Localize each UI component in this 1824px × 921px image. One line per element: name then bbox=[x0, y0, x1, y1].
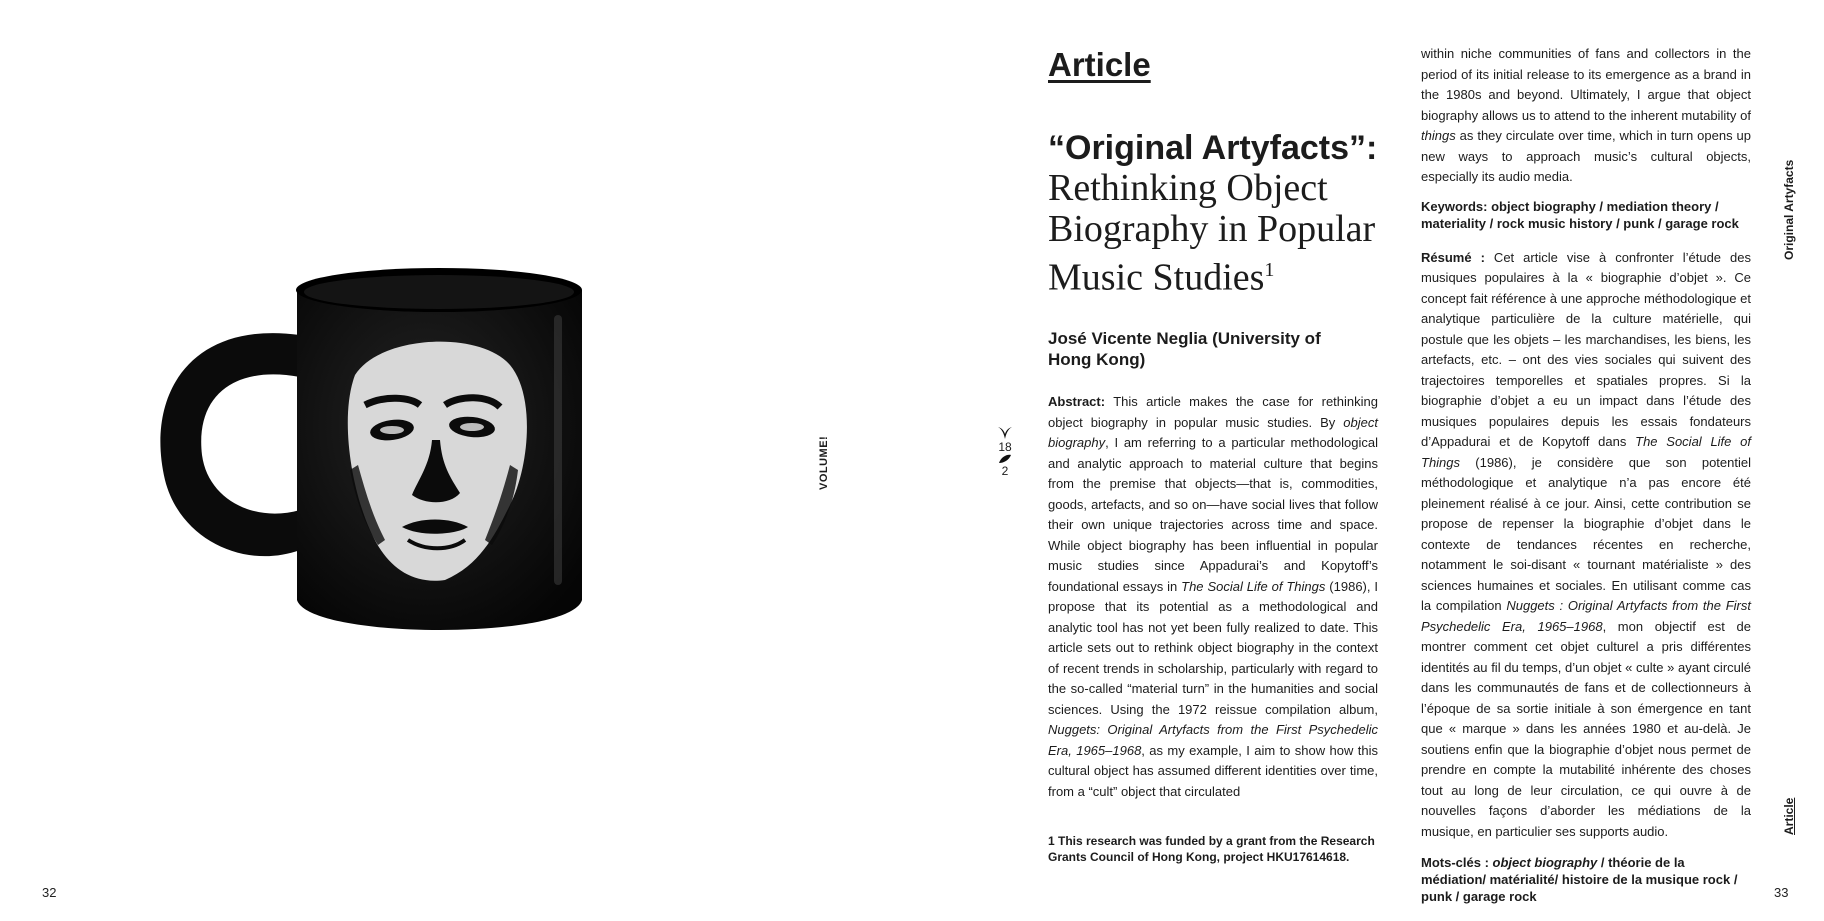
abstract-text: , I am referring to a particular methodological and analytic approach to material culture that begins from the premise that objects—that is, commodities, goods, artefacts, and so on—have social lives that follow their own unique trajectories across time and space. While object biography has been influential in popular music studies since Appadurai’s and Kopytoff’s foundational essays in bbox=[1048, 435, 1378, 594]
mots-cles bbox=[1421, 854, 1751, 905]
keywords: Keywords: object biography / mediation theory / materiality / rock music history / punk / garage rock bbox=[1421, 198, 1739, 231]
mots-cles-italic: object biography bbox=[1488, 855, 1598, 870]
page-number-left: 32 bbox=[42, 885, 57, 900]
resume-label: Résumé : bbox=[1421, 249, 1485, 265]
title-serif-part bbox=[1048, 168, 1388, 299]
abstract-italic: Nuggets: Original Artyfacts from the First Psychedelic Era, 1965–1968 bbox=[1048, 722, 1378, 758]
abstract-text: as they circulate over time, which in turn opens up new ways to approach music’s cultural objects, especially its audio media. bbox=[1421, 128, 1751, 184]
section-label: Article bbox=[1048, 46, 1151, 83]
footnote: 1 This research was funded by a grant from the Research Grants Council of Hong Kong, project HKU17614618. bbox=[1048, 834, 1375, 864]
resume-text: , mon objectif est de montrer comment cet objet culturel a pris différentes identités au fil du temps, d’un objet « culte » ayant circulé dans les communautés de fans et de collectionneurs à l’époque de sa sortie initiale à son émergence en tant que « marque » dans les années 1980 et au-delà. Je soutiens enfin que la biographie d’objet nous permet de prendre en compte la mutabilité inhérente des choses tout au long de leur circulation, ce qui ouvre à de nouvelles façons d’aborder les médiations de la musique, en particulier ses supports audio. bbox=[1421, 618, 1751, 839]
abstract-continued bbox=[1421, 44, 1751, 188]
resume-text: (1986), je considère que son potentiel méthodologique et analytique n’a pas encore été pleinement réalisé à ce jour. Ainsi, cette contribution se propose de repenser la biographie d’objet dans le contexte de tendances récentes en recherche, notamment le soi-disant « tournant matérialiste » des sciences humaines et sociales. En utilisant comme cas la compilation bbox=[1421, 454, 1751, 613]
volume-number: 18 bbox=[998, 440, 1012, 454]
abstract-text: within niche communities of fans and collectors in the period of its initial release to its emergence as a brand in the 1980s and beyond. Ultimately, I argue that object biography allows us to attend to the inherent mutability of bbox=[1421, 46, 1751, 123]
volume-mark bbox=[990, 426, 1020, 478]
abstract-text: This article makes the case for rethinking object biography in popular music studies. By bbox=[1048, 394, 1378, 430]
running-head-top bbox=[1782, 150, 1802, 260]
resume-paragraph bbox=[1421, 248, 1751, 843]
article-title bbox=[1048, 128, 1388, 299]
title-rest: Rethinking Object Biography in Popular Music Studies bbox=[1048, 167, 1376, 299]
abstract-italic: things bbox=[1421, 128, 1456, 143]
spine-label-text: VOLUME! bbox=[818, 435, 830, 490]
title-footnote-mark: 1 bbox=[1264, 259, 1275, 281]
abstract-italic: The Social Life of Things bbox=[1181, 578, 1326, 594]
abstract-italic: object biography bbox=[1048, 414, 1378, 450]
running-head-bottom-text: Article bbox=[1782, 797, 1796, 835]
issue-number: 2 bbox=[1001, 464, 1009, 478]
resume-italic: Nuggets : Original Artyfacts from the First Psychedelic Era, 1965–1968 bbox=[1421, 598, 1751, 634]
abstract-text: (1986), I propose that its potential as a methodological and analytic tool has not yet been fully realized to date. This article sets out to rethink object biography in the context of recent trends in scholarship, particularly with regard to the so-called “material turn” in the humanities and social sciences. Using the 1972 reissue compilation album, bbox=[1048, 578, 1378, 717]
right-column bbox=[1421, 44, 1751, 921]
mots-cles-label: Mots-clés : bbox=[1421, 855, 1489, 870]
abstract-paragraph bbox=[1048, 392, 1378, 802]
mots-cles-text: / théorie de la médiation/ matérialité/ histoire de la musique rock / punk / garage rock bbox=[1421, 855, 1738, 904]
issue-leaf-icon bbox=[998, 454, 1012, 464]
abstract-label: Abstract: bbox=[1048, 394, 1106, 409]
resume-text: Cet article vise à confronter l’étude des musiques populaires à la « biographie d’objet ». Ce concept fait référence à une approche méthodologique et analytique particulière de la culture matérielle, qui postule que les objets – les marchandises, les biens, les artefacts, etc. – ont des vies sociales qui suivent des trajectoires temporelles et spatiales propres. Si la biographie d’objet a eu un impact dans l’étude des musiques populaires depuis les essais fondateurs d’Appadurai et de Kopytoff dans bbox=[1421, 249, 1751, 449]
abstract-text: , as my example, I aim to show how this cultural object has assumed different identities over time, from a “cult” object that circulated bbox=[1048, 742, 1378, 799]
spine-label bbox=[818, 430, 838, 490]
author-line: José Vicente Neglia (University of Hong Kong) bbox=[1048, 329, 1321, 369]
page-number-right: 33 bbox=[1774, 885, 1789, 900]
running-head-bottom bbox=[1782, 790, 1802, 835]
running-head-top-text: Original Artyfacts bbox=[1782, 159, 1796, 260]
volume-leaf-icon bbox=[997, 426, 1013, 440]
title-bold-part: “Original Artyfacts”: bbox=[1048, 129, 1378, 167]
mug-icon bbox=[150, 265, 600, 665]
resume-italic: The Social Life of Things bbox=[1421, 434, 1751, 470]
mug-photo bbox=[150, 265, 600, 665]
